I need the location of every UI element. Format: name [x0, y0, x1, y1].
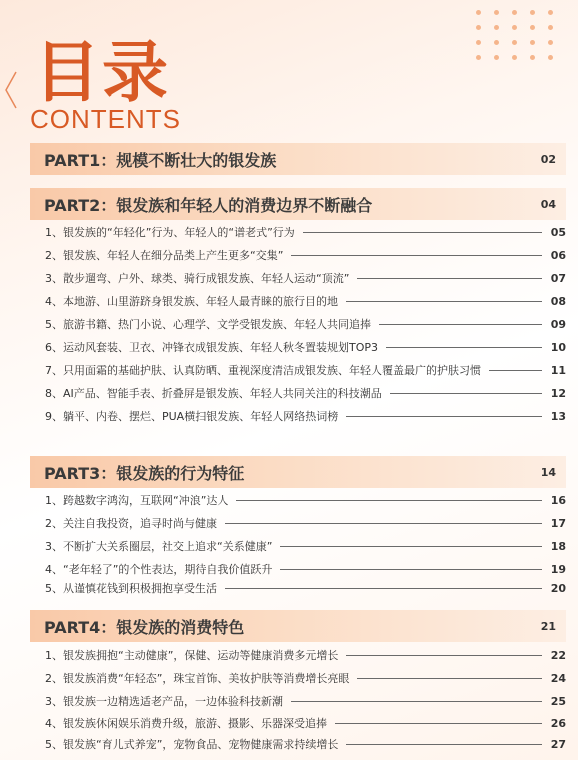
part-heading[interactable]: [30, 456, 566, 488]
toc-item-text: 4、“老年轻了”的个性表达，期待自我价值跃升: [45, 563, 273, 576]
part-title: PART4：银发族的消费特色: [44, 617, 245, 637]
toc-item[interactable]: [45, 537, 566, 555]
toc-item-text: 3、不断扩大关系圈层，社交上追求“关系健康”: [45, 540, 273, 553]
toc-item[interactable]: [45, 384, 566, 402]
decorative-dots: [476, 10, 554, 60]
part-heading[interactable]: [30, 610, 566, 642]
toc-item[interactable]: [45, 292, 566, 310]
toc-item-page: 18: [550, 539, 566, 553]
toc-item-page: 12: [550, 386, 566, 400]
leader-line: [225, 588, 542, 589]
toc-item[interactable]: [45, 269, 566, 287]
toc-item-page: 09: [550, 317, 566, 331]
toc-item-text: 2、银发族、年轻人在细分品类上产生更多“交集”: [45, 249, 284, 262]
part-title: PART2：银发族和年轻人的消费边界不断融合: [44, 195, 373, 215]
leader-line: [280, 569, 542, 570]
toc-item-text: 4、银发族休闲娱乐消费升级，旅游、摄影、乐器深受追捧: [45, 717, 327, 730]
toc-item-text: 5、旅游书籍、热门小说、心理学、文学受银发族、年轻人共同追捧: [45, 318, 371, 331]
leader-line: [280, 546, 542, 547]
toc-item-page: 08: [550, 294, 566, 308]
toc-item-text: 4、本地游、山里游跻身银发族、年轻人最青睐的旅行目的地: [45, 295, 338, 308]
leader-line: [346, 744, 542, 745]
toc-item[interactable]: [45, 735, 566, 753]
toc-item-page: 13: [550, 409, 566, 423]
toc-item-text: 7、只用面霜的基础护肤、认真防晒、重视深度清洁成银发族、年轻人覆盖最广的护肤习惯: [45, 364, 481, 377]
leader-line: [386, 347, 542, 348]
toc-item[interactable]: [45, 646, 566, 664]
toc-item-page: 05: [550, 225, 566, 239]
toc-item-page: 22: [550, 648, 566, 662]
toc-item[interactable]: [45, 338, 566, 356]
leader-line: [357, 278, 542, 279]
part-page-number: 14: [540, 465, 556, 479]
toc-item-page: 11: [550, 363, 566, 377]
toc-item[interactable]: [45, 407, 566, 425]
part-heading[interactable]: [30, 188, 566, 220]
leader-line: [303, 232, 542, 233]
toc-item-text: 2、银发族消费“年轻态”，珠宝首饰、美妆护肤等消费增长亮眼: [45, 672, 350, 685]
toc-item-page: 27: [550, 737, 566, 751]
toc-item[interactable]: [45, 714, 566, 732]
toc-item-page: 19: [550, 562, 566, 576]
toc-item-page: 17: [550, 516, 566, 530]
leader-line: [335, 723, 542, 724]
toc-item[interactable]: [45, 315, 566, 333]
toc-item-page: 06: [550, 248, 566, 262]
part-page-number: 02: [540, 152, 556, 166]
toc-item[interactable]: [45, 692, 566, 710]
part-page-number: 21: [540, 619, 556, 633]
toc-item-page: 07: [550, 271, 566, 285]
toc-item-text: 6、运动风套装、卫衣、冲锋衣成银发族、年轻人秋冬置装规划TOP3: [45, 341, 379, 354]
toc-item-text: 9、躺平、内卷、摆烂、PUA横扫银发族、年轻人网络热词榜: [45, 410, 339, 423]
toc-item-text: 1、银发族拥抱“主动健康”，保健、运动等健康消费多元增长: [45, 649, 339, 662]
toc-item[interactable]: [45, 514, 566, 532]
toc-item-text: 2、关注自我投资，追寻时尚与健康: [45, 517, 217, 530]
toc-item-page: 25: [550, 694, 566, 708]
toc-item[interactable]: [45, 579, 566, 597]
toc-item-page: 26: [550, 716, 566, 730]
toc-item-page: 10: [550, 340, 566, 354]
part-page-number: 04: [540, 197, 556, 211]
bracket-decoration: [0, 60, 28, 120]
leader-line: [291, 701, 542, 702]
toc-item[interactable]: [45, 246, 566, 264]
page-subtitle: CONTENTS: [30, 104, 181, 134]
toc-item-text: 1、跨越数字鸿沟，互联网“冲浪”达人: [45, 494, 229, 507]
toc-item-text: 5、银发族“育儿式养宠”，宠物食品、宠物健康需求持续增长: [45, 738, 339, 751]
leader-line: [390, 393, 542, 394]
toc-item[interactable]: [45, 560, 566, 578]
toc-item-text: 3、散步遛弯、户外、球类、骑行成银发族、年轻人运动“顶流”: [45, 272, 350, 285]
leader-line: [346, 416, 542, 417]
page-title: 目录: [34, 34, 170, 111]
part-title: PART1：规模不断壮大的银发族: [44, 150, 277, 170]
leader-line: [379, 324, 542, 325]
leader-line: [346, 301, 542, 302]
toc-item-text: 1、银发族的“年轻化”行为、年轻人的“谱老式”行为: [45, 226, 295, 239]
toc-item-text: 5、从谨慎花钱到积极拥抱享受生活: [45, 582, 217, 595]
leader-line: [357, 678, 542, 679]
toc-item[interactable]: [45, 669, 566, 687]
leader-line: [225, 523, 542, 524]
toc-item[interactable]: [45, 361, 566, 379]
leader-line: [346, 655, 542, 656]
leader-line: [236, 500, 542, 501]
toc-item-page: 20: [550, 581, 566, 595]
toc-item-page: 16: [550, 493, 566, 507]
leader-line: [291, 255, 542, 256]
part-title: PART3：银发族的行为特征: [44, 463, 245, 483]
leader-line: [489, 370, 542, 371]
toc-item[interactable]: [45, 491, 566, 509]
part-heading[interactable]: [30, 143, 566, 175]
toc-item-text: 8、AI产品、智能手表、折叠屏是银发族、年轻人共同关注的科技潮品: [45, 387, 382, 400]
toc-item-text: 3、银发族一边精选适老产品，一边体验科技新潮: [45, 695, 283, 708]
toc-item-page: 24: [550, 671, 566, 685]
toc-item[interactable]: [45, 223, 566, 241]
